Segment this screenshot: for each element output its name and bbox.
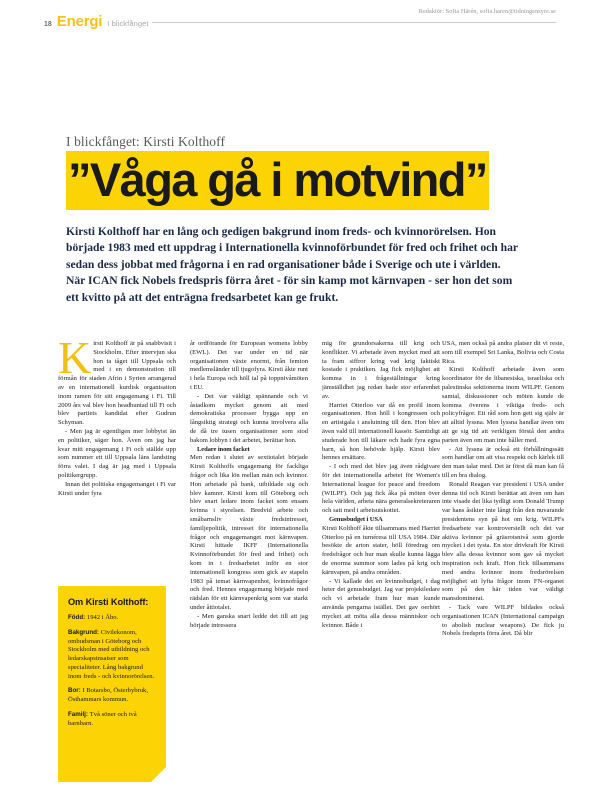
section-subheading: Genusbudget i USA bbox=[329, 515, 383, 523]
running-head-left bbox=[44, 13, 149, 30]
fact-box-title: Om Kirsti Kolthoff: bbox=[68, 597, 149, 607]
body-column-4 bbox=[442, 340, 564, 792]
paragraph: USA, men också på andra platser dit vi reste, som till exempel Sri Lanka, Bolivia och Costa Rica. bbox=[442, 340, 564, 365]
paragraph: Ronald Reagan var president i USA under denna tid och Kirsti berättar att även om han inte visade det lika tydligt som Donald Trump var hans åsikter inte långt från den nuvarande presidentens syn på hot om krig. WILPFs fredsarbete var kontroversiellt och det var aktiva kvinnor på gräsrotsnivå som gjorde mycket i det tysta. En stor drivkraft för Kirsti blev alla dessa kvinnor som gav så mycket inspiration och kraft. Hon fick tillsammans med andra kvinnor inom fredsrörelsen möjlighet att lyfta frågor inom FN-organet som på den här tiden var väldigt mansdominerat. bbox=[442, 480, 564, 603]
paragraph: - Det var väldigt spännande och vi åstadkom mycket genom att med demokratiska processer bygga upp en långsiktig strategi och kunna involvera alla de då tre tusen organisationer som stod bakom lobbyn i det arbetet, berättar hon. bbox=[190, 392, 308, 444]
fact-box-row bbox=[68, 687, 156, 705]
paragraph: - Men jag är egentligen mer lobbyist än en politiker, säger hon. Även om jag har kvar mitt engagemang i Fi och ställde upp som nummer ett till Uppsala läns landsting förra valet. I dag är jag med i Uppsala politikergrupp. bbox=[58, 427, 176, 479]
fact-box-row-label: Bor: bbox=[68, 687, 83, 695]
page-title: ”Våga gå i motvind” bbox=[66, 151, 489, 210]
folded-corner bbox=[151, 767, 166, 782]
running-head-rule bbox=[152, 22, 556, 23]
fact-box-row bbox=[68, 711, 156, 729]
fact-box-row-value: I Botarsbo, Österbybruk, Östhammars kommun. bbox=[68, 687, 148, 704]
fact-box bbox=[58, 586, 166, 782]
paragraph: - Vi kallade det en kvinnobudget, i dag heter det genusbudget. Jag var projektledare och vi arbetade fram hur man kunde använda pengarna istället. Det gav oerhört mycket att möta alla dessa människor och kvinnor. Både i bbox=[322, 577, 440, 629]
section-title: Energi bbox=[56, 13, 103, 30]
article-standfirst: Kirsti Kolthoff har en lång och gedigen bakgrund inom freds- och kvinnorörelsen. Hon började 1983 med ett uppdrag i Internationella kvinnoförbundet för fred och frihet och har sedan dess jobbat med frågorna i en rad organisationer både i Sverige och ute i världen. När ICAN fick Nobels fredspris förra året - för sin kamp mot kärnvapen - ser hon det som ett kvitto på att det enträgna fredsarbetet kan ge frukt. bbox=[66, 225, 518, 304]
body-column-2 bbox=[190, 340, 308, 792]
drop-cap: K bbox=[58, 340, 92, 383]
section-subheading: Ledare inom facket bbox=[197, 445, 250, 453]
paragraph: - I och med det blev jag även rådgivare för det internationella arbetet för Women's International league for peace and freedom (WILPF). Och jag fick åka på möten över hela världen, arbeta nära generalsekreteraren och satt med i arbetsutskottet. bbox=[322, 463, 440, 515]
paragraph: år ordförande för European womens lobby (EWL). Det var under en tid när organisationen växte enormt, från femton medlemsländer till tjugofyra. Kirsti åkte runt i hela Europa och höll tal på toppnivåmöten i EU. bbox=[190, 340, 308, 391]
paragraph: - Men ganska snart ledde det till att jag började intressera bbox=[190, 612, 308, 629]
fact-box-row-label: Bakgrund: bbox=[68, 628, 101, 636]
paragraph: mig för grundorsakerna till krig och konflikter. Vi arbetade även mycket med att ta fram siffror kring vad krig faktiskt kostade i praktiken. Jag fick möjlighet att komma in i frågeställningar kring jämställdhet jag redan hade stor erfarenhet av. bbox=[322, 340, 440, 400]
paragraph: Harriet Otterloo var då en profil inom organisationen. Hon höll i kongressen och en artistgala i anslutning till den. Hon blev även vald till internationell kassör. Samtidigt studerade hon till läkare och hade fyra egna barn, så hon behövde hjälp. Kirsti blev hennes ersättare. bbox=[322, 401, 440, 462]
paragraph: Men redan i slutet av sextiotalet började Kirsti Kolthoffs engagemang för fackliga frågor och lika lön mellan män och kvinnor. Hon arbetade på bank, utbildade sig och blev kamrer. Kirsti kom till Göteborg och blev snart ledare inom facket som ensam kvinna i styrelsen. Bredvid arbete och småbarnsliv växte fredsintresset, familjepolitik, intresset för internationella frågor och engagemanget mot kärnvapen. Kirsti hittade IKFF (Internationella Kvinnoförbundet för fred and frihet) och kom in i fredsarbetet inför en stor internationell kongress som gick av stapeln 1983 på temat kärnvapenhot, kvinnofrågor och fred. Hennes engagemang började med rädslan för ett kärnvapenkrig som var starkt under åttiotalet. bbox=[190, 454, 308, 611]
fact-box-content bbox=[58, 586, 166, 743]
fact-box-row bbox=[68, 614, 156, 623]
fact-box-row-value: 1942 i Åbo. bbox=[86, 614, 119, 622]
headline-wrapper bbox=[66, 154, 536, 207]
fact-box-row-label: Familj: bbox=[68, 711, 90, 718]
running-head bbox=[0, 0, 600, 30]
editor-byline: Redaktör: Sofia Härén, sofia.haren@tidningensyre.se bbox=[418, 8, 556, 15]
fact-box-rows bbox=[68, 614, 156, 728]
paragraph: - Att lyssna är också ett förhållningssätt som handlar om att visa respekt och kärlek till den man talar med. Det är först då man kan få till en bra dialog. bbox=[442, 445, 564, 479]
paragraph: - Tack vare WILPF bildades också organisationen ICAN (International campaign to abolish nuclear weapons). De fick ju Nobels fredspris förra året. Då blir bbox=[442, 603, 564, 638]
fact-box-row-label: Född: bbox=[68, 614, 87, 622]
fact-box-row bbox=[68, 629, 156, 682]
fact-box-row-value: Två söner och två barnbarn. bbox=[68, 711, 137, 727]
article-kicker: I blickfånget: Kirsti Kolthoff bbox=[66, 134, 226, 149]
fact-box-row-value: Civilekonom, ombudsman i Göteborg och Stockholm med utbildning och ledarskapsinsatser som specialiteter. Lång bakgrund inom freds - och kvinnorörelsen. bbox=[68, 628, 155, 680]
page-folio: 18 bbox=[44, 21, 52, 28]
paragraph: Kirsti Kolthoff åkte tillsammans med Harriet Otterloo på en turnéresa till USA 1984. Där besökte de arton stater, höll föredrag om fredsfrågor och hur man skulle kunna lägga de enorma summor som lades på krig och kärnvapen, på andra områden. bbox=[322, 524, 440, 576]
body-column-3 bbox=[322, 340, 440, 792]
subsection-title: I blickfånget bbox=[107, 19, 149, 28]
paragraph: Kirsti Kolthoff arbetade även som koordinator för de libanesiska, israeliska och palestinska sektionerna inom WILPF. Genom samtal, diskussioner och möten kunde de komma överens i viktiga freds- och policyfrågor. Ett råd som hon gett sig själv är att alltid lyssna. Men lyssna handlar även om att ge sig tid att verkligen förstå den andra parten även om man inte håller med. bbox=[442, 366, 564, 444]
paragraph-text: irsti Kolthoff är på snabbvisit i Stockholm. Efter intervjun ska hon ta tåget till Uppsala och med i en demonstration till förmån för staden Afrin i Syrien arrangerad av en internationell kurdisk organisation inom ramen för sitt engagemang i Fi. Till 2009 års val blev hon headhuntad till Fi och blev partiets kandidat efter Gudrun Schyman. bbox=[58, 340, 176, 427]
paragraph bbox=[58, 340, 176, 428]
paragraph: Innan det politiska engagemanget i Fi var Kirsti under fyra bbox=[58, 480, 176, 497]
